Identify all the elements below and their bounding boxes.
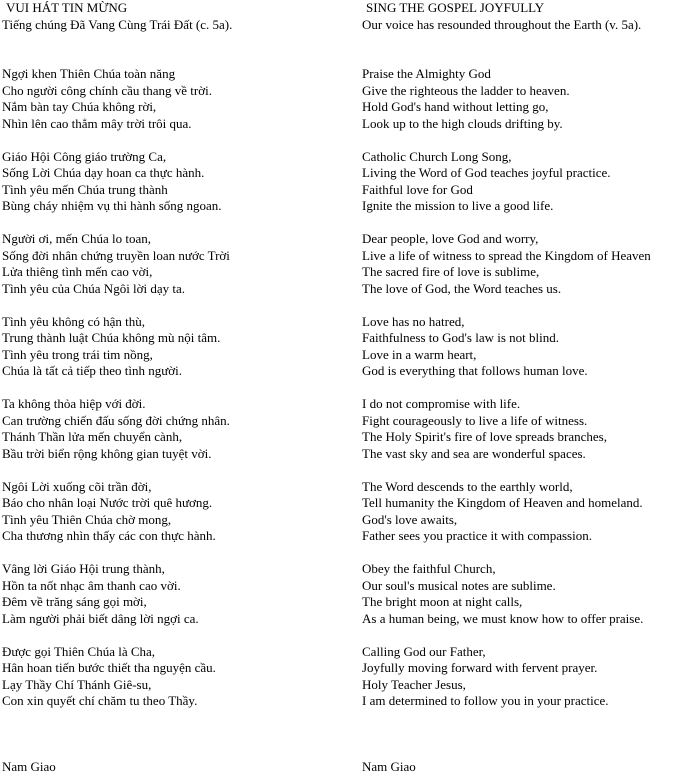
verse-line: The love of God, the Word teaches us. xyxy=(362,280,562,296)
verse-line: Bùng cháy nhiệm vụ thi hành sống ngoan. xyxy=(2,198,222,213)
verse-line: Faithfulness to God's law is not blind. xyxy=(362,330,559,345)
verse-line: Người ơi, mến Chúa lo toan, xyxy=(2,231,151,246)
verse-line: Tình yêu mến Chúa trung thành xyxy=(2,181,168,197)
verse-line: God is everything that follows human love. xyxy=(362,363,588,378)
verse-line: Hân hoan tiến bước thiết tha nguyện cầu. xyxy=(2,660,216,675)
stanza xyxy=(362,149,684,215)
verse-line: Ngôi Lời xuống cõi trần đời, xyxy=(2,478,152,494)
poem-title-vi: VUI HÁT TIN MỪNG xyxy=(6,0,128,15)
verse-line: Obey the faithful Church, xyxy=(362,561,496,576)
verse-line: Tình yêu không có hận thù, xyxy=(2,313,145,329)
verse-line: I am determined to follow you in your practice. xyxy=(362,693,609,708)
stanza xyxy=(2,149,347,215)
verse-line: Vâng lời Giáo Hội trung thành, xyxy=(2,561,165,576)
stanza xyxy=(362,479,684,545)
verse-line: Dear people, love God and worry, xyxy=(362,231,539,246)
verse-line: Lạy Thầy Chí Thánh Giê-su, xyxy=(2,676,152,692)
stanza xyxy=(362,561,684,627)
verse-line: Live a life of witness to spread the Kingdom of Heaven xyxy=(362,247,651,263)
stanza xyxy=(2,644,347,710)
verse-line: Our soul's musical notes are sublime. xyxy=(362,577,556,593)
verse-line: Chúa là tất cả tiếp theo tình người. xyxy=(2,363,182,378)
verse-line: Lửa thiêng tình mến cao vời, xyxy=(2,264,153,279)
english-column xyxy=(362,0,684,726)
stanza xyxy=(2,479,347,545)
stanza xyxy=(362,396,684,462)
poem-subtitle-vi: Tiếng chúng Đã Vang Cùng Trái Đất (c. 5a). xyxy=(2,16,233,32)
verse-line: Ignite the mission to live a good life. xyxy=(362,198,554,213)
verse-line: Giáo Hội Công giáo trường Ca, xyxy=(2,148,167,164)
stanza xyxy=(362,644,684,710)
vietnamese-column xyxy=(2,0,347,726)
verse-line: Hold God's hand without letting go, xyxy=(362,99,549,114)
verse-line: Tell humanity the Kingdom of Heaven and homeland. xyxy=(362,495,643,510)
stanza xyxy=(2,561,347,627)
verse-line: Sống đời nhân chứng truyền loan nước Trời xyxy=(2,247,230,263)
verse-line: Ta không thỏa hiệp với đời. xyxy=(2,396,146,411)
verse-line: Praise the Almighty God xyxy=(362,66,491,81)
verse-line: The Holy Spirit's fire of love spreads branches, xyxy=(362,429,607,444)
stanza xyxy=(2,231,347,297)
stanza xyxy=(362,314,684,380)
verse-line: Fight courageously to live a life of witness. xyxy=(362,412,588,428)
stanza xyxy=(2,314,347,380)
verse-line: The Word descends to the earthly world, xyxy=(362,478,573,494)
verse-line: The vast sky and sea are wonderful spaces. xyxy=(362,445,586,461)
verse-line: I do not compromise with life. xyxy=(362,396,521,411)
verse-line: Tình yêu trong trái tim nồng, xyxy=(2,346,153,362)
verse-line: Cha thương nhìn thấy các con thực hành. xyxy=(2,528,216,543)
verse-line: Được gọi Thiên Chúa là Cha, xyxy=(2,643,156,659)
verse-line: Father sees you practice it with compassion. xyxy=(362,528,592,543)
verse-line: Trung thành luật Chúa không mù nội tâm. xyxy=(2,330,221,345)
verse-line: Give the righteous the ladder to heaven. xyxy=(362,82,570,98)
stanza-list-vi xyxy=(2,66,347,710)
verse-line: Con xin quyết chí chăm tu theo Thầy. xyxy=(2,693,198,708)
verse-line: Living the Word of God teaches joyful practice. xyxy=(362,165,611,180)
verse-line: Hồn ta nốt nhạc âm thanh cao vời. xyxy=(2,577,181,593)
verse-line: Love in a warm heart, xyxy=(362,346,477,362)
verse-line: Nhìn lên cao thẳm mây trời trôi qua. xyxy=(2,115,192,131)
verse-line: Đêm về trăng sáng gọi mời, xyxy=(2,594,147,609)
poem-subtitle-en: Our voice has resounded throughout the Earth (v. 5a). xyxy=(362,16,642,32)
verse-line: Catholic Church Long Song, xyxy=(362,148,512,164)
poem-title-en: SING THE GOSPEL JOYFULLY xyxy=(366,0,545,15)
verse-line: Faithful love for God xyxy=(362,181,473,197)
author-vi: Nam Giao xyxy=(2,759,56,774)
stanza xyxy=(362,231,684,297)
verse-line: Love has no hatred, xyxy=(362,313,465,329)
verse-line: Joyfully moving forward with fervent prayer. xyxy=(362,660,598,675)
stanza xyxy=(2,66,347,132)
verse-line: Can trường chiến đấu sống đời chứng nhân. xyxy=(2,412,230,428)
stanza xyxy=(362,66,684,132)
verse-line: Look up to the high clouds drifting by. xyxy=(362,115,563,131)
author-en: Nam Giao xyxy=(362,759,416,774)
verse-line: God's love awaits, xyxy=(362,511,458,527)
verse-line: Tình yêu của Chúa Ngôi lời dạy ta. xyxy=(2,280,186,296)
verse-line: Sống Lời Chúa dạy hoan ca thực hành. xyxy=(2,165,205,180)
verse-line: Thánh Thần lửa mến chuyển cành, xyxy=(2,429,183,444)
verse-line: Cho người công chính cầu thang về trời. xyxy=(2,82,212,98)
stanza xyxy=(2,396,347,462)
verse-line: Holy Teacher Jesus, xyxy=(362,676,466,692)
verse-line: Ngợi khen Thiên Chúa toàn năng xyxy=(2,66,176,81)
verse-line: Báo cho nhân loại Nước trời quê hương. xyxy=(2,495,213,510)
verse-line: As a human being, we must know how to offer praise. xyxy=(362,610,644,626)
verse-line: Làm người phải biết dâng lời ngợi ca. xyxy=(2,610,199,626)
stanza-list-en xyxy=(362,66,684,710)
verse-line: Bầu trời biển rộng không gian tuyệt vời. xyxy=(2,445,212,461)
verse-line: The bright moon at night calls, xyxy=(362,594,523,609)
verse-line: Tình yêu Thiên Chúa chờ mong, xyxy=(2,511,172,527)
verse-line: Nắm bàn tay Chúa không rời, xyxy=(2,99,157,114)
verse-line: Calling God our Father, xyxy=(362,643,486,659)
verse-line: The sacred fire of love is sublime, xyxy=(362,264,540,279)
